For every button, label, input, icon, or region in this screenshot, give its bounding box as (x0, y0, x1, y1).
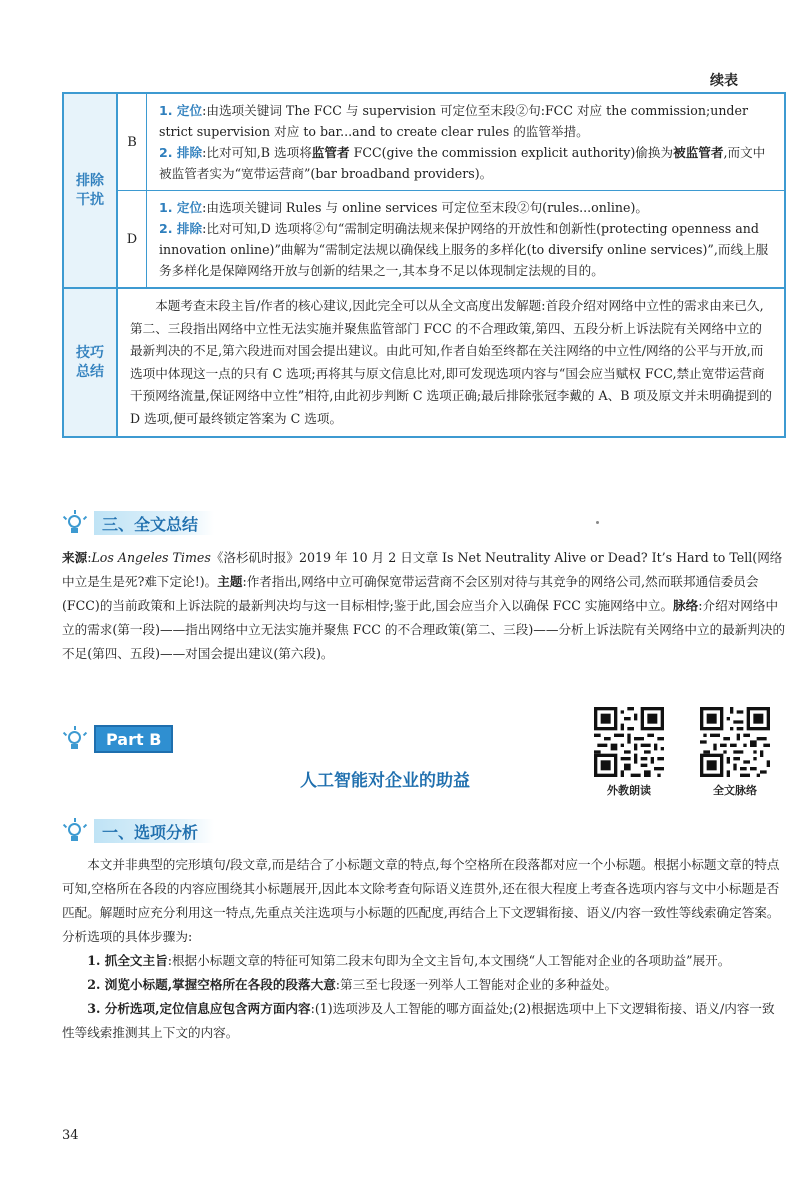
partb-header (62, 726, 173, 752)
summary-heading: 三、全文总结 (94, 511, 214, 535)
option-b-letter: B (118, 94, 147, 190)
analysis-header (62, 818, 214, 844)
analysis-step1 (62, 949, 786, 973)
option-d-row (118, 190, 784, 287)
distractor-section (64, 94, 784, 287)
option-d-exclude-text: :比对可知,D 选项将②句“需制定明确法规来保护网络的开放性和创新性(protecting openness and innovation online)”曲解为“需制定法规以确保线上服务的多样化(to diversify online services)”,而线上服务多样化是保障网络开放与创新的结果之一,其本身不足以体现制定法规的目的。 (159, 221, 769, 278)
qr-code-icon[interactable] (594, 707, 664, 777)
step3-text: :(1)选项涉及人工智能的哪方面益处;(2)根据选项中上下文逻辑衔接、语义/内容一致性等线索推测其上下文的内容。 (62, 1001, 775, 1040)
summary-body (62, 546, 786, 666)
summary-header (62, 510, 214, 536)
distractor-label-text: 排除 干扰 (76, 172, 104, 208)
lightbulb-icon (62, 510, 88, 536)
option-d-letter: D (118, 191, 147, 287)
option-b-line1 (159, 100, 774, 142)
option-d-line2 (159, 218, 774, 281)
option-d-locate-text: :由选项关键词 Rules 与 online services 可定位至末段②句(rules...online)。 (202, 200, 649, 215)
partb-label: Part B (94, 725, 173, 753)
option-d-exclude-tag: 2. 排除 (159, 221, 203, 236)
distractor-label (64, 94, 118, 287)
qr2-caption: 全文脉络 (713, 784, 757, 797)
theme-label: 主题 (217, 574, 243, 589)
source-label: 来源 (62, 550, 88, 565)
analysis-table (62, 92, 786, 438)
analysis-step2 (62, 973, 786, 997)
analysis-heading: 一、选项分析 (94, 819, 214, 843)
option-b-exclude-bold2: 被监管者 (673, 145, 724, 160)
theme-text: :作者指出,网络中立可确保宽带运营商不会区别对待与其竞争的网络公司,然而联邦通信委员会(FCC)的当前政策和上诉法院的最新判决均与这一目标相悖;鉴于此,国会应当介入以确保 FCC 实施网络中立。 (62, 574, 759, 613)
step3-label: 3. 分析选项,定位信息应包含两方面内容 (87, 1001, 311, 1016)
step2-text: :第三至七段逐一列举人工智能对企业的多种益处。 (335, 977, 618, 992)
qr1-caption: 外教朗读 (607, 784, 651, 797)
step2-label: 2. 浏览小标题,掌握空格所在各段的段落大意 (87, 977, 336, 992)
option-b-line2 (159, 142, 774, 184)
lightbulb-icon (62, 726, 88, 752)
source-rest: 《洛杉矶时报》2019 年 10 月 2 日文章 Is Net Neutrality Alive or Dead? It’s Hard to Tell(网络中立是生是死?难下定论!)。 (62, 550, 783, 589)
option-b-locate-text: :由选项关键词 The FCC 与 supervision 可定位至末段②句:FCC 对应 the commission;under strict supervision 对应 to bar...and to create clear rules 的监管举措。 (159, 103, 748, 139)
option-b-exclude-d: ,而文中被监管者实为“宽带运营商”(bar broadband providers)。 (159, 145, 766, 181)
qr-code-icon[interactable] (700, 707, 770, 777)
source-publication: Los Angeles Times (91, 550, 211, 565)
continued-label: 续表 (710, 73, 738, 89)
step1-label: 1. 抓全文主旨 (87, 953, 168, 968)
tips-section (64, 287, 784, 436)
analysis-intro: 本文并非典型的完形填句/段文章,而是结合了小标题文章的特点,每个空格所在段落都对应一个小标题。根据小标题文章的特点可知,空格所在各段的内容应围绕其小标题展开,因此本文除考查句际语义连贯外,还在很大程度上考查各选项内容与文中小标题是否匹配。解题时应充分利用这一特点,先重点关注选项与小标题的匹配度,再结合上下文逻辑衔接、语义/内容一致性等线索确定答案。分析选项的具体步骤为: (62, 857, 780, 944)
step1-text: :根据小标题文章的特征可知第二段末句即为全文主旨句,本文围绕“人工智能对企业的各项助益”展开。 (167, 953, 731, 968)
option-d-locate-tag: 1. 定位 (159, 200, 203, 215)
lightbulb-icon (62, 818, 88, 844)
analysis-body (62, 853, 786, 1045)
analysis-step3 (62, 997, 786, 1045)
summary-paragraph: 来源:Los Angeles Times《洛杉矶时报》2019 年 10 月 2 日文章 Is Net Neutrality Alive or Dead? It’s Hard to Tell(网络中立是生是死?难下定论!)。主题:作者指出,网络中立可确保宽带运营商不会区别对待与其竞争的网络公司,然而联邦通信委员会(FCC)的当前政策和上诉法院的最新判决均与这一目标相悖;鉴于此,国会应当介入以确保 FCC 实施网络中立。脉络:介绍对网络中立的需求(第一段)——指出网络中立无法实施并聚焦 FCC 的不合理政策(第二、三段)——分析上诉法院有关网络中立的最新判决的不足(第四、五段)——对国会提出建议(第六段)。 (62, 550, 786, 661)
option-b-exclude-bold1: 监管者 (311, 145, 350, 160)
tips-text: 本题考查末段主旨/作者的核心建议,因此完全可以从全文高度出发解题:首段介绍对网络中立性的需求由来已久,第二、三段指出网络中立性无法实施并聚焦监管部门 FCC 的不合理政策,第四、五段分析上诉法院有关网络中立的最新判决的不足,第六段进而对国会提出建议。由此可知,作者自始至终都在关注网络的中立性/网络的公平与开放,而选项中体现这一点的只有 C 选项;再将其与原文信息比对,即可发现选项内容与“国会应当赋权 FCC,禁止宽带运营商干预网络流量,保证网络中立性”相符,由此初步判断 C 选项正确;最后排除张冠李戴的 A、B 项及原文并未明确提到的 D 选项,便可最终锁定答案为 C 选项。 (130, 298, 772, 426)
option-b-locate-tag: 1. 定位 (159, 103, 203, 118)
tips-label (64, 289, 118, 436)
option-b-exclude-c: FCC(give the commission explicit authority)偷换为 (349, 145, 674, 160)
option-b-exclude-tag: 2. 排除 (159, 145, 203, 160)
context-text: :介绍对网络中立的需求(第一段)——指出网络中立无法实施并聚焦 FCC 的不合理政策(第二、三段)——分析上诉法院有关网络中立的最新判决的不足(第四、五段)——对国会提出建议(第六段)。 (62, 598, 786, 661)
option-b-exclude-a: :比对可知,B 选项将 (202, 145, 312, 160)
tips-label-text: 技巧 总结 (76, 344, 104, 380)
page-number: 34 (62, 1128, 79, 1143)
option-b-row (118, 94, 784, 190)
stray-dot (596, 521, 599, 524)
option-d-line1 (159, 197, 774, 218)
context-label: 脉络 (673, 598, 699, 613)
partb-title: 人工智能对企业的助益 (300, 771, 470, 791)
